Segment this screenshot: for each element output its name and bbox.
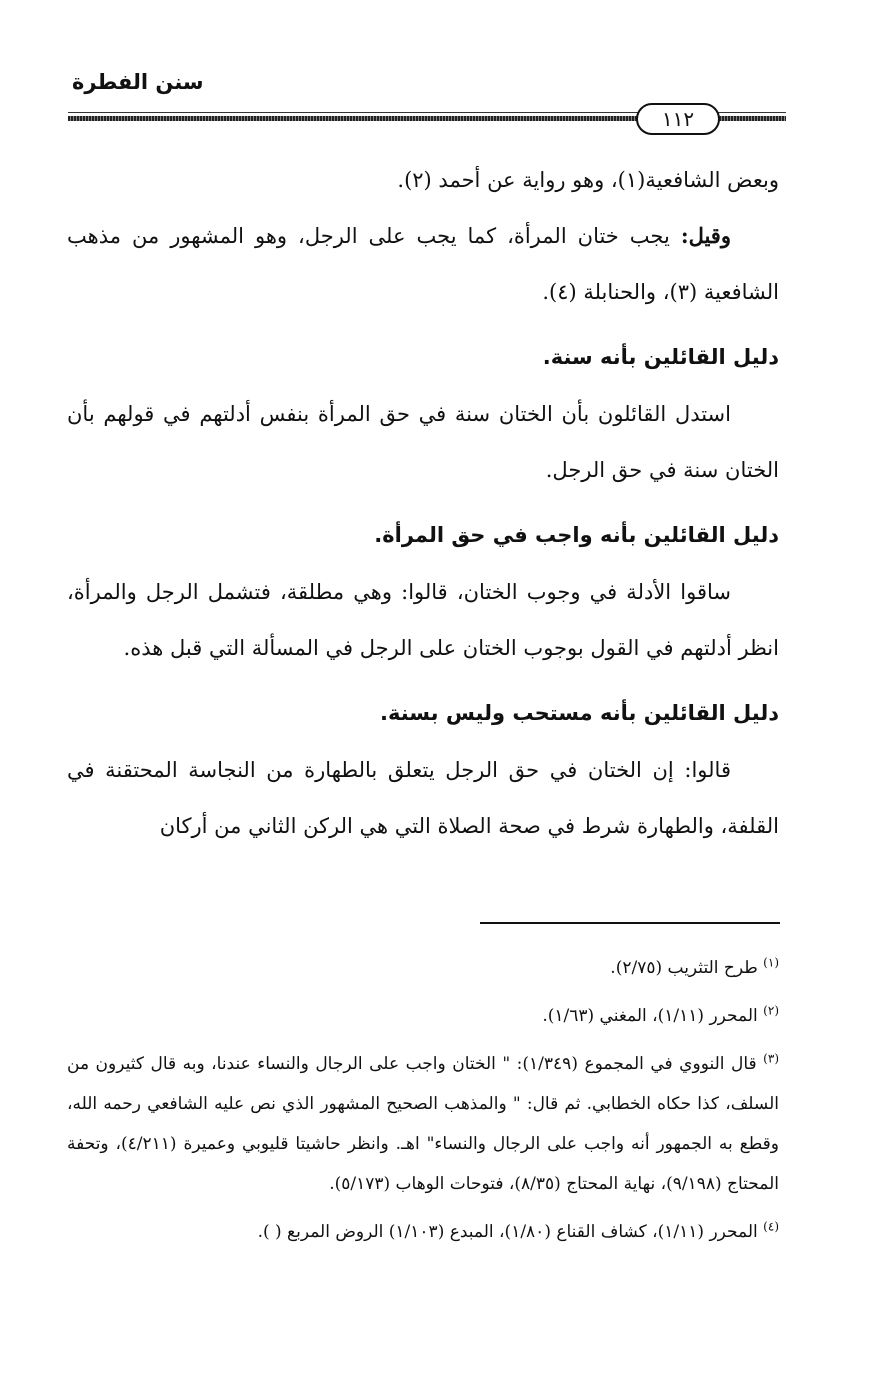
section-heading-sunnah: دليل القائلين بأنه سنة.	[542, 345, 779, 369]
footnote-2-text: المحرر (١/١١)، المغني (١/٦٣).	[542, 1006, 758, 1026]
paragraph-1: وبعض الشافعية(١)، وهو رواية عن أحمد (٢).	[397, 168, 779, 192]
footnotes	[67, 948, 779, 1260]
page-number: ١١٢	[636, 103, 720, 135]
footnote-3-text: قال النووي في المجموع (١/٣٤٩): " الختان واجب على الرجال والنساء عندنا، وبه قال كثيرون من السلف، كذا حكاه الخطابي. ثم قال: " والمذهب الصحيح المشهور الذي نص عليه الشافعي رحمه الله، وقطع به الجمهور أنه واجب على الرجال والنساء" اهـ. وانظر حاشيتا قليوبي وعميرة (٤/٢١١)، وتحفة المحتاج (٩/١٩٨)، نهاية المحتاج (٨/٣٥)، فتوحات الوهاب (٥/١٧٣).	[67, 1054, 779, 1194]
footnote-1	[67, 948, 779, 988]
footnote-4	[67, 1212, 779, 1252]
footnote-separator	[480, 922, 780, 924]
section-heading-wajib: دليل القائلين بأنه واجب في حق المرأة.	[374, 523, 779, 547]
footnote-3	[67, 1044, 779, 1204]
footnote-1-text: طرح التثريب (٢/٧٥).	[610, 958, 758, 978]
paragraph-2-lead: وقيل:	[680, 223, 731, 248]
footnote-2-number: (٢)	[763, 1003, 779, 1018]
footnote-4-number: (٤)	[763, 1219, 779, 1234]
footnote-1-number: (١)	[763, 955, 779, 970]
paragraph-2-text: يجب ختان المرأة، كما يجب على الرجل، وهو المشهور من مذهب الشافعية (٣)، والحنابلة (٤).	[67, 224, 779, 304]
running-title: سنن الفطرة	[72, 70, 204, 94]
footnote-2	[67, 996, 779, 1036]
main-text	[67, 152, 779, 854]
paragraph-3: استدل القائلون بأن الختان سنة في حق المرأة بنفس أدلتهم في قولهم بأن الختان سنة في حق الرجل.	[67, 402, 779, 482]
paragraph-4: ساقوا الأدلة في وجوب الختان، قالوا: وهي مطلقة، فتشمل الرجل والمرأة، انظر أدلتهم في القول بوجوب الختان على الرجل في المسألة التي قبل هذه.	[67, 580, 779, 660]
section-heading-mustahab: دليل القائلين بأنه مستحب وليس بسنة.	[380, 701, 779, 725]
paragraph-5: قالوا: إن الختان في حق الرجل يتعلق بالطهارة من النجاسة المحتقنة في القلفة، والطهارة شرط في صحة الصلاة التي هي الركن الثاني من أركان	[67, 758, 779, 838]
footnote-3-number: (٣)	[763, 1051, 779, 1066]
paragraph-2	[67, 208, 779, 320]
footnote-4-text: المحرر (١/١١)، كشاف القناع (١/٨٠)، المبدع (١/١٠٣) الروض المربع ( ).	[257, 1222, 758, 1242]
